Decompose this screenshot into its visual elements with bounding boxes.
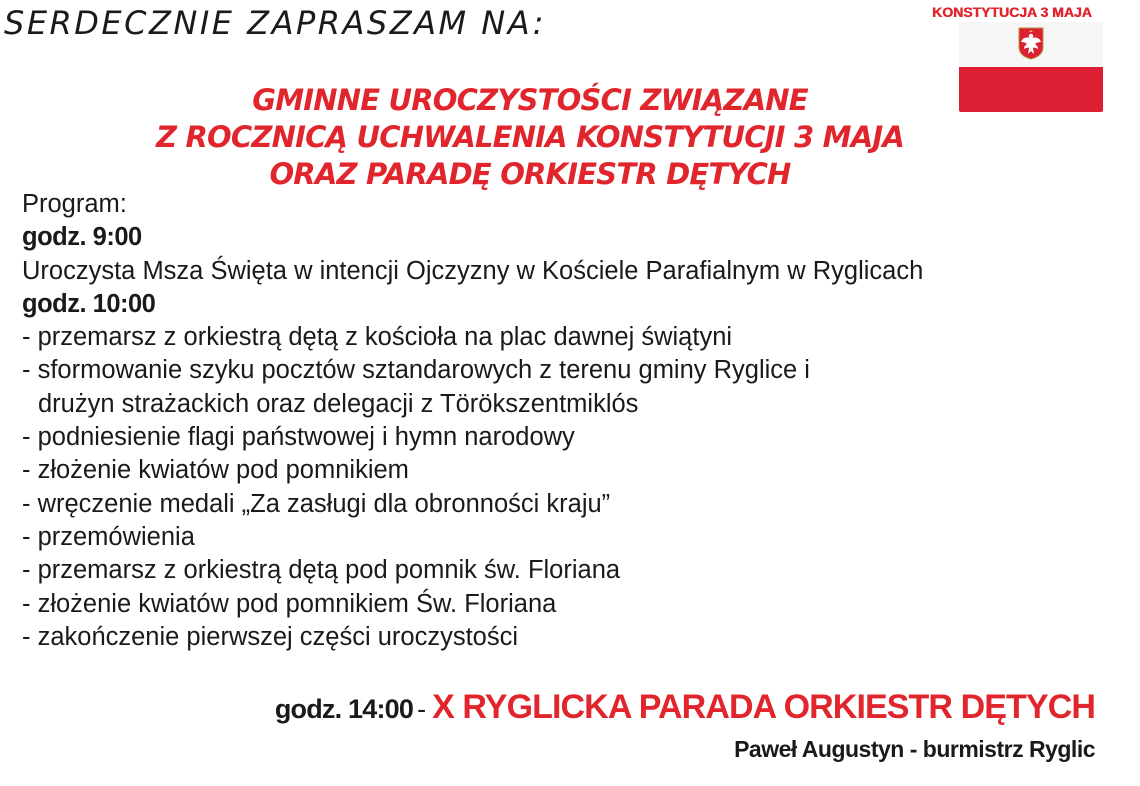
program-list-item: - złożenie kwiatów pod pomnikiem (22, 456, 409, 485)
program-list-item: - złożenie kwiatów pod pomnikiem Św. Floriana (22, 589, 557, 618)
program-list-item: - podniesienie flagi państwowej i hymn narodowy (22, 423, 575, 452)
program-event-mass: Uroczysta Msza Święta w intencji Ojczyzny w Kościele Parafialnym w Ryglicach (22, 256, 924, 285)
program-list-item: - przemarsz z orkiestrą dętą z kościoła na plac dawnej świątyni (22, 323, 733, 352)
event-headline (0, 82, 1060, 193)
program-list-item: - zakończenie pierwszej części uroczystości (22, 622, 519, 651)
flag-caption: KONSTYTUCJA 3 MAJA (932, 4, 1092, 20)
program-label: Program: (22, 190, 127, 218)
white-eagle-emblem-icon (1018, 27, 1044, 60)
program-time-10: godz. 10:00 (22, 289, 156, 318)
parade-separator: - (417, 694, 427, 724)
parade-title: X RYGLICKA PARADA ORKIESTR DĘTYCH (432, 688, 1095, 726)
headline-line-2: Z ROCZNICĄ UCHWALENIA KONSTYTUCJI 3 MAJA (156, 120, 904, 154)
headline-line-1: GMINNE UROCZYSTOŚCI ZWIĄZANE (252, 83, 808, 117)
program-list-item: - sformowanie szyku pocztów sztandarowych z terenu gminy Ryglice i (22, 356, 810, 385)
program-time-9: godz. 9:00 (22, 223, 142, 252)
headline-line-3: ORAZ PARADĘ ORKIESTR DĘTYCH (269, 157, 791, 191)
parade-announcement (275, 688, 1095, 727)
program-list-item: - wręczenie medali „Za zasługi dla obronności kraju” (22, 489, 611, 518)
invitation-heading: SERDECZNIE ZAPRASZAM NA: (4, 4, 546, 42)
program-section (22, 188, 1122, 654)
program-list-item: - przemówienia (22, 522, 195, 551)
parade-time: godz. 14:00 (274, 694, 414, 724)
program-list-item-continuation: drużyn strażackich oraz delegacji z Törökszentmiklós (38, 389, 639, 418)
program-list-item: - przemarsz z orkiestrą dętą pod pomnik św. Floriana (22, 556, 621, 585)
signature: Paweł Augustyn - burmistrz Ryglic (734, 736, 1095, 762)
